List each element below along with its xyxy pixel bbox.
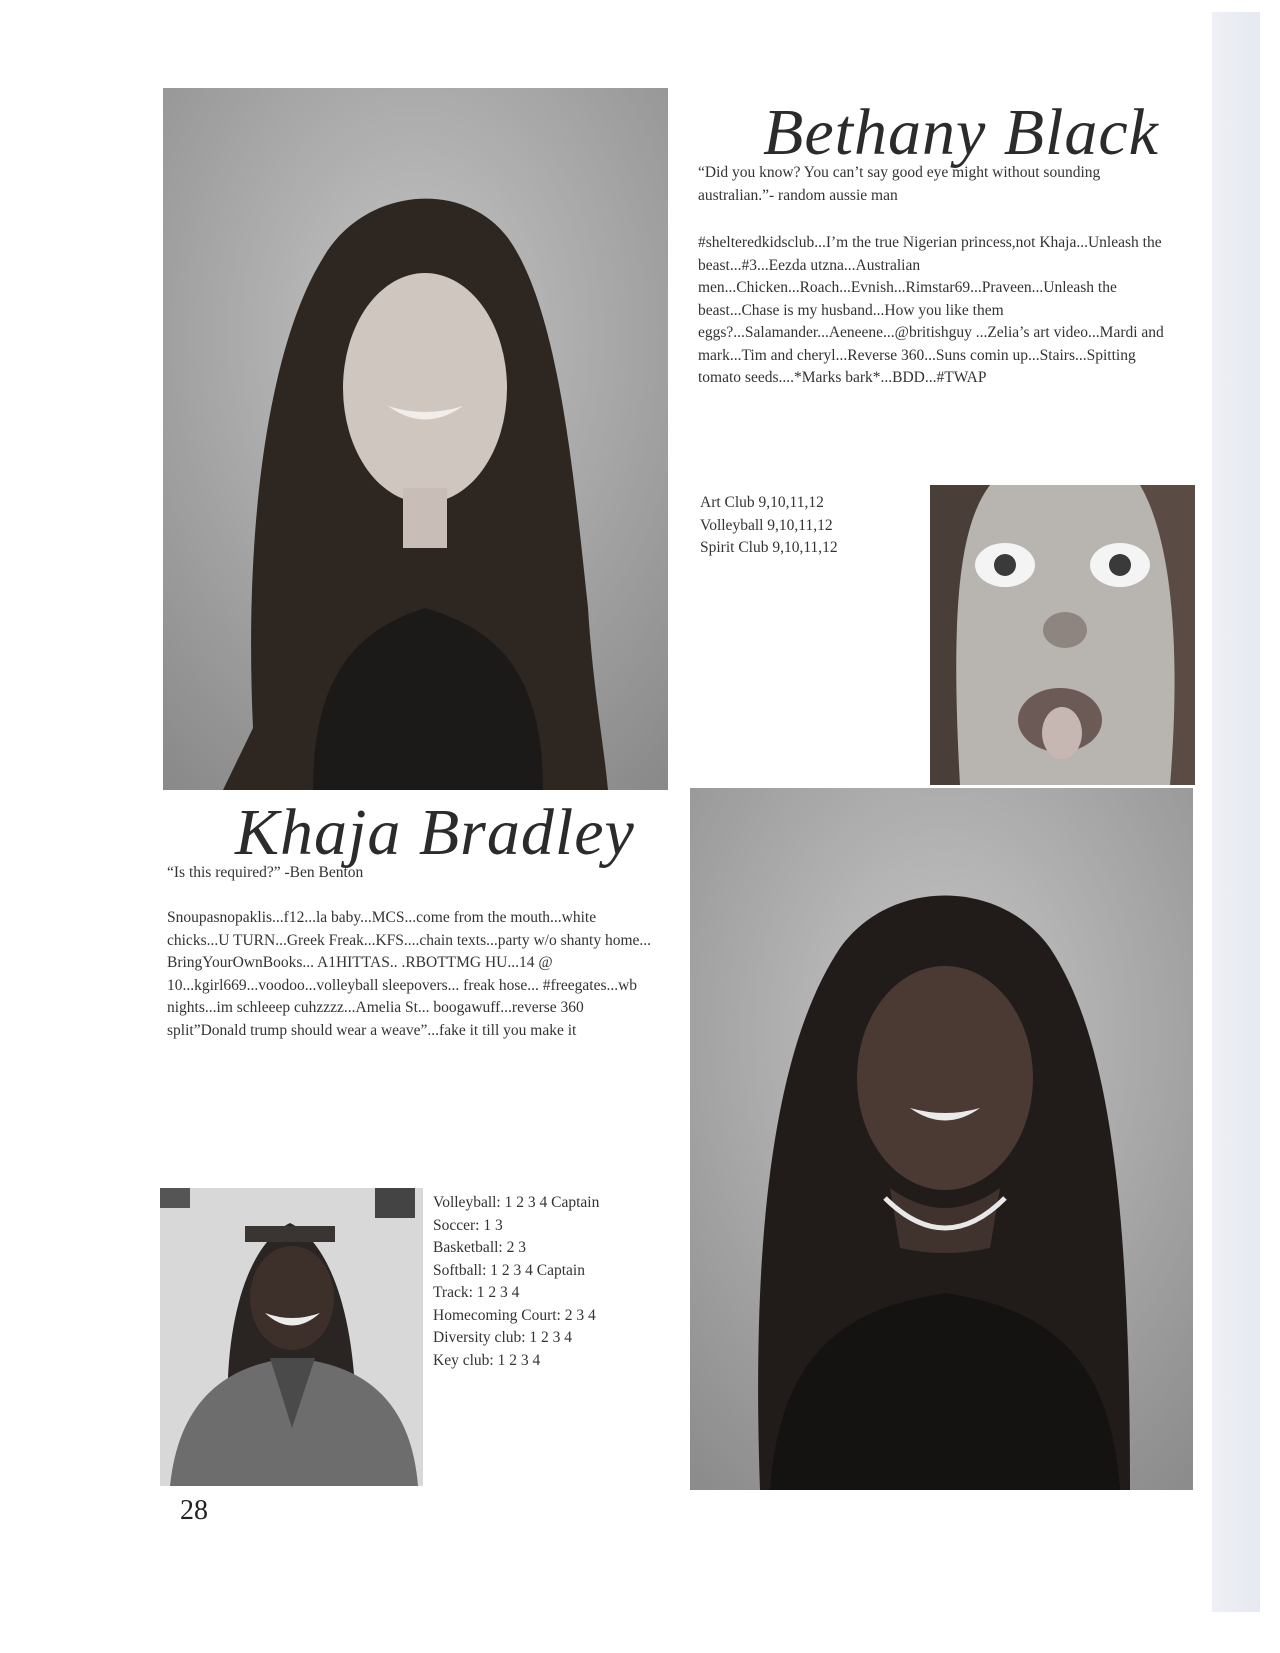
khaja-name: Khaja Bradley <box>235 796 635 869</box>
bethany-quote: “Did you know? You can’t say good eye might without sounding australian.”- random aussie man <box>698 164 1101 204</box>
activity-item: Track: 1 2 3 4 <box>433 1284 520 1301</box>
activity-item: Diversity club: 1 2 3 4 <box>433 1329 573 1346</box>
activity-item: Soccer: 1 3 <box>433 1216 503 1234</box>
bethany-name: Bethany Black <box>763 96 1159 169</box>
khaja-portrait-photo <box>690 788 1193 1490</box>
bethany-portrait-photo <box>163 88 668 790</box>
page-edge <box>1212 12 1260 1612</box>
activity-item: Volleyball: 1 2 3 4 Captain <box>433 1194 600 1211</box>
activity-item: Key club: 1 2 3 4 <box>433 1351 541 1369</box>
activity-item: Basketball: 2 3 <box>433 1239 526 1256</box>
activity-item: Homecoming Court: 2 3 4 <box>433 1306 596 1324</box>
khaja-activities-list <box>433 1192 599 1372</box>
activity-item: Spirit Club 9,10,11,12 <box>700 539 838 556</box>
bethany-candid-photo <box>930 485 1195 785</box>
activity-item: Art Club 9,10,11,12 <box>700 494 824 511</box>
khaja-candid-photo <box>160 1188 423 1486</box>
activity-item: Volleyball 9,10,11,12 <box>700 516 833 534</box>
khaja-quote: “Is this required?” -Ben Benton <box>167 864 364 881</box>
bethany-memories: #shelteredkidsclub...I’m the true Nigerian princess,not Khaja...Unleash the beast...#3...Eezda utzna...Australian men...Chicken...Roach...Evnish...Rimstar69...Praveen...Unleash the beast...Chase is my husband...How you like them eggs?...Salamander...Aeneene...@britishguy ...Zelia’s art video...Mardi and mark...Tim and cheryl...Reverse 360...Suns comin up...Stairs...Spitting tomato seeds....*Marks bark*...BDD...#TWAP <box>698 234 1164 386</box>
bethany-activities-list <box>700 492 838 560</box>
activity-item: Softball: 1 2 3 4 Captain <box>433 1261 585 1279</box>
khaja-memories: Snoupasnopaklis...f12...la baby...MCS...come from the mouth...white chicks...U TURN...Greek Freak...KFS....chain texts...party w/o shanty home... BringYourOwnBooks... A1HITTAS.. .RBOTTMG HU...14 @ 10...kgirl669...voodoo...volleyball sleepovers... freak hose... #freegates...wb nights...im schleeep cuhzzzz...Amelia St... boogawuff...reverse 360 split”Donald trump should wear a weave”...fake it till you make it <box>167 909 652 1039</box>
page-number: 28 <box>180 1495 208 1526</box>
